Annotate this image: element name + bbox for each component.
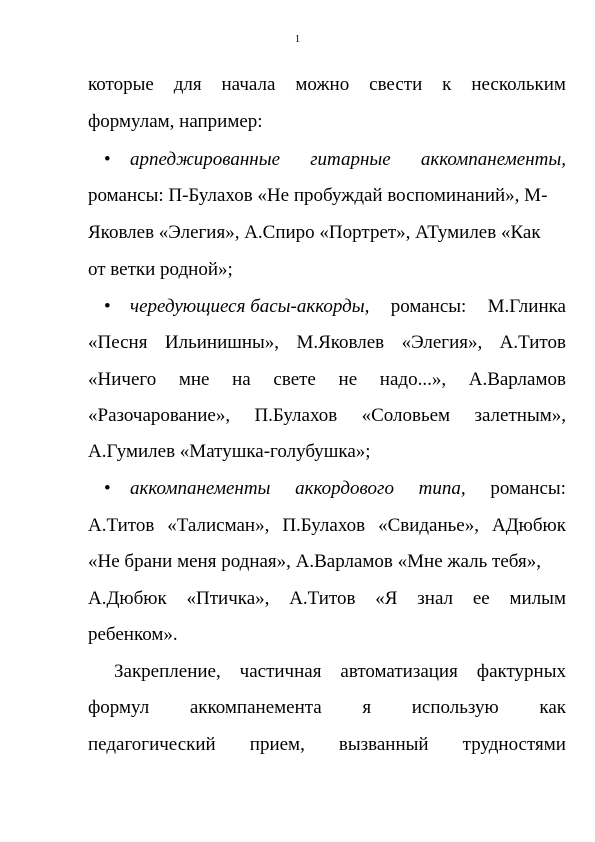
word: частичная (239, 661, 322, 682)
word: трудностями (462, 734, 566, 755)
italic-phrase: чередующиеся басы-аккорды, (130, 296, 370, 317)
page-number: 1 (295, 34, 300, 45)
bullet-marker: • (104, 149, 111, 170)
word: надо...», (379, 369, 447, 390)
word: свете (273, 369, 316, 390)
word: А.Титов (88, 515, 155, 536)
word: Закрепление, (114, 661, 221, 682)
word: романсы: (490, 478, 566, 499)
text-line: А.Гумилев «Матушка-голубушка»; (88, 441, 371, 462)
word: АДюбюк (491, 515, 566, 536)
bullet-marker: • (104, 296, 111, 317)
text-line (88, 368, 566, 392)
word: свести (369, 74, 423, 95)
word: которые (88, 74, 154, 95)
word: «Я (375, 588, 398, 609)
text-line: «Не брани меня родная», А.Варламов «Мне жаль тебя», (88, 551, 541, 572)
word: М.Яковлев (296, 332, 385, 353)
word: типа, (418, 478, 466, 499)
word: П.Булахов (254, 405, 338, 426)
word: «Птичка», (186, 588, 270, 609)
text-line: ребенком». (88, 624, 178, 645)
text-line (88, 587, 566, 611)
word: аккордового (295, 478, 394, 499)
text-line (114, 660, 566, 684)
word: аккомпанементы (130, 478, 271, 499)
word: ее (472, 588, 490, 609)
word: «Разочарование», (88, 405, 231, 426)
word: «Ничего (88, 369, 157, 390)
word: А.Дюбюк (88, 588, 167, 609)
word: Ильинишны», (164, 332, 280, 353)
text-line (88, 73, 566, 97)
word: арпеджированные (130, 149, 281, 170)
word: автоматизация (340, 661, 458, 682)
bullet-item-line (104, 477, 566, 501)
text-line (88, 733, 566, 757)
text-line (88, 331, 566, 355)
word: П.Булахов (282, 515, 366, 536)
word: не (338, 369, 358, 390)
word: знал (417, 588, 454, 609)
bullet-item-line (104, 148, 566, 172)
text-line (88, 404, 566, 428)
word: гитарные (310, 149, 391, 170)
word: на (232, 369, 251, 390)
text-line: Яковлев «Элегия», А.Спиро «Портрет», АТумилев «Как (88, 222, 541, 243)
word: к (442, 74, 452, 95)
word: А.Титов (289, 588, 356, 609)
text-line (88, 696, 566, 720)
word: можно (295, 74, 350, 95)
word: мне (178, 369, 210, 390)
word: милым (509, 588, 566, 609)
word: для (173, 74, 202, 95)
word: залетным», (474, 405, 566, 426)
text-line: формулам, например: (88, 111, 263, 132)
word: фактурных (476, 661, 566, 682)
word: как (539, 697, 566, 718)
word: аккомпанемента (189, 697, 322, 718)
word: использую (411, 697, 499, 718)
word: прием, (249, 734, 305, 755)
word: нескольким (471, 74, 566, 95)
word: «Песня (88, 332, 148, 353)
text-line: романсы: П-Булахов «Не пробуждай воспоминаний», М- (88, 185, 548, 206)
text-line: от ветки родной»; (88, 259, 233, 280)
word: педагогический (88, 734, 216, 755)
word: «Соловьем (361, 405, 451, 426)
word: «Элегия», (401, 332, 483, 353)
text-line (88, 514, 566, 538)
word: М.Глинка (487, 296, 566, 317)
word: аккомпанементы, (420, 149, 566, 170)
word: романсы: (390, 296, 467, 317)
word: я (362, 697, 372, 718)
word: формул (88, 697, 150, 718)
bullet-item-line (104, 295, 566, 319)
word: А.Титов (499, 332, 566, 353)
word: «Талисман», (167, 515, 270, 536)
bullet-marker: • (104, 478, 111, 499)
word: «Свиданье», (378, 515, 479, 536)
word: вызванный (338, 734, 429, 755)
word: начала (221, 74, 276, 95)
word: А.Варламов (468, 369, 566, 390)
